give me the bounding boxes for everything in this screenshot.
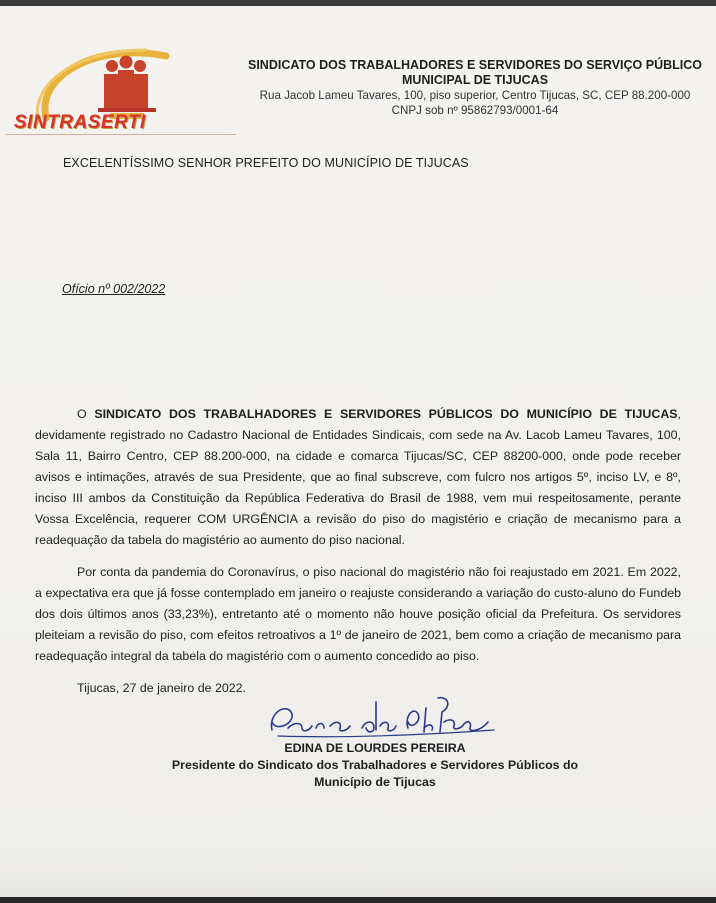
signer-role-line2: Município de Tijucas bbox=[314, 775, 436, 789]
org-address: Rua Jacob Lameu Tavares, 100, piso superior, Centro Tijucas, SC, CEP 88.200-000 bbox=[259, 89, 691, 102]
letterhead-header bbox=[240, 58, 710, 118]
paragraph-1-org: SINDICATO DOS TRABALHADORES E SERVIDORES PÚBLICOS DO MUNICÍPIO DE TIJUCAS bbox=[94, 407, 678, 421]
signer-name: EDINA DE LOURDES PEREIRA bbox=[284, 741, 466, 755]
paragraph-1 bbox=[35, 404, 681, 551]
handwritten-signature bbox=[258, 692, 498, 742]
paragraph-1-rest: , devidamente registrado no Cadastro Nacional de Entidades Sindicais, com sede na Av. Lacob Lameu Tavares, 100, Sala 11, Bairro Centro, CEP 88.200-000, na cidade e comarca Tijucas/SC, CEP 88200-000, onde pode receber avisos e intimações, através de sua Presidente, que ao final subscreve, com fulcro nos artigos 5º, inciso LV, e 8º, inciso III ambos da Constituição da República Federativa do Brasil de 1988, vem mui respeitosamente, perante Vossa Excelência, requerer COM URGÊNCIA a revisão do piso do magistério e criação de mecanismo para a readequação da tabela do magistério ao aumento do piso nacional. bbox=[35, 407, 681, 547]
org-name-line2: MUNICIPAL DE TIJUCAS bbox=[401, 73, 549, 87]
org-name-line1: SINDICATO DOS TRABALHADORES E SERVIDORES DO SERVIÇO PÚBLICO bbox=[248, 58, 702, 72]
signer-role-line1: Presidente do Sindicato dos Trabalhadores e Servidores Públicos do bbox=[171, 758, 579, 772]
paragraph-1-lead: O bbox=[77, 407, 95, 421]
addressee-line: EXCELENTÍSSIMO SENHOR PREFEITO DO MUNICÍPIO DE TIJUCAS bbox=[63, 156, 469, 170]
date-line: Tijucas, 27 de janeiro de 2022. bbox=[77, 681, 246, 695]
letter-body bbox=[35, 404, 681, 710]
org-cnpj: CNPJ sob nº 95862793/0001-64 bbox=[391, 104, 559, 117]
signature-block bbox=[150, 740, 600, 791]
paragraph-2: Por conta da pandemia do Coronavírus, o piso nacional do magistério não foi reajustado em 2021. Em 2022, a expectativa era que já fosse contemplado em janeiro o reajuste considerando a variação do custo-aluno do Fundeb dos dois últimos anos (33,23%), entretanto até o momento não houve posição oficial da Prefeitura. Os servidores pleiteiam a revisão do piso, com efeitos retroativos a 1º de janeiro de 2021, bem como a criação de mecanismo para readequação integral da tabela do magistério com o aumento concedido ao piso. bbox=[35, 565, 681, 663]
logo-underline bbox=[6, 134, 236, 139]
page-shadow bbox=[0, 868, 716, 903]
oficio-number: Ofício nº 002/2022 bbox=[62, 282, 166, 296]
logo-wordmark: SINTRASERTI bbox=[14, 112, 146, 133]
letter-page bbox=[0, 6, 716, 897]
